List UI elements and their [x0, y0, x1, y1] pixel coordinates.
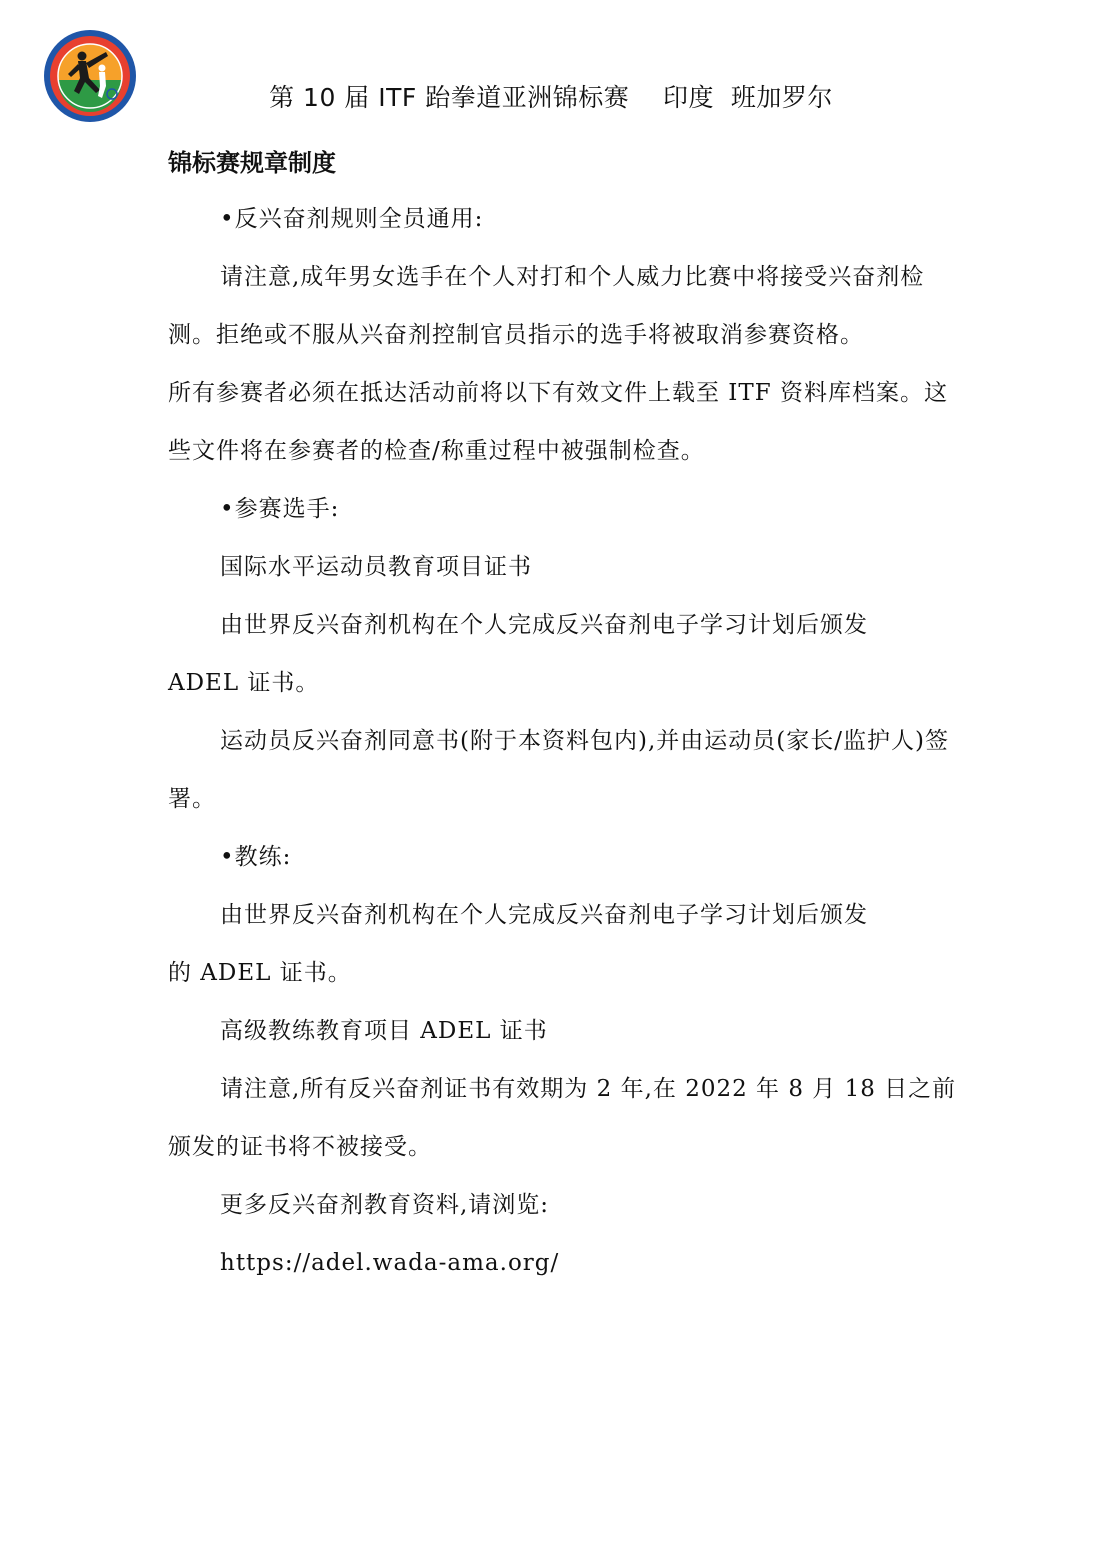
paragraph-international-certificate: 国际水平运动员教育项目证书 [220, 554, 532, 580]
paragraph-upload-documents: 所有参赛者必须在抵达活动前将以下有效文件上载至 ITF 资料库档案。这些文件将在参赛者的检查/称重过程中被强制检查。 [168, 380, 949, 464]
paragraph-adel-certificate: ADEL 证书。 [168, 670, 320, 696]
paragraph-anti-doping-rule: •反兴奋剂规则全员通用: [220, 206, 484, 232]
paragraph-more-resources: 更多反兴奋剂教育资料,请浏览: [220, 1192, 550, 1218]
paragraph-doping-test-notice: 请注意,成年男女选手在个人对打和个人威力比赛中将接受兴奋剂检测。拒绝或不服从兴奋剂控制官员指示的选手将被取消参赛资格。 [168, 264, 925, 348]
document-title: 第 10 届 ITF 跆拳道亚洲锦标赛 印度 班加罗尔 [269, 83, 833, 112]
paragraph-senior-coach-certificate: 高级教练教育项目 ADEL 证书 [220, 1018, 548, 1044]
paragraph-athletes-heading: •参赛选手: [220, 496, 340, 522]
paragraph-coach-wada-issued: 由世界反兴奋剂机构在个人完成反兴奋剂电子学习计划后颁发 [220, 902, 868, 928]
section-heading: 锦标赛规章制度 [168, 149, 336, 177]
paragraph-consent-form: 运动员反兴奋剂同意书(附于本资料包内),并由运动员(家长/监护人)签署。 [168, 728, 949, 812]
paragraph-coaches-heading: •教练: [220, 844, 292, 870]
adel-link[interactable]: https://adel.wada-ama.org/ [220, 1250, 560, 1276]
paragraph-wada-issued: 由世界反兴奋剂机构在个人完成反兴奋剂电子学习计划后颁发 [220, 612, 868, 638]
paragraph-coach-adel-certificate: 的 ADEL 证书。 [168, 960, 352, 986]
paragraph-certificate-validity: 请注意,所有反兴奋剂证书有效期为 2 年,在 2022 年 8 月 18 日之前颁发的证书将不被接受。 [168, 1076, 957, 1160]
